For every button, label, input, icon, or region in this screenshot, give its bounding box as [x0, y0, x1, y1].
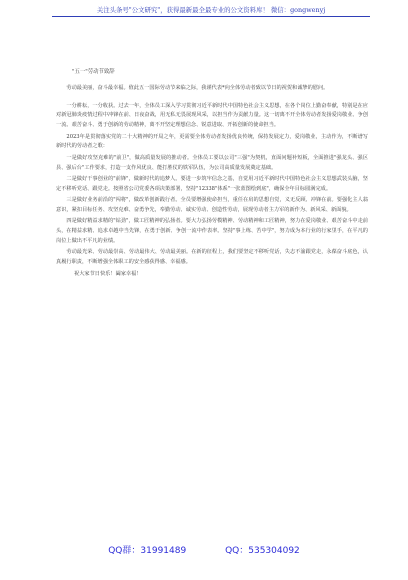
body-paragraph: 2023年是贯彻落实党的二十大精神的开局之年，更需要全体劳动者发扬优良传统，保持发展定力，爱岗敬业，主动作为，不断谱写新时代的劳动者之歌：: [56, 133, 368, 150]
body-paragraph: 一是做好攻坚克难的"前卫"，做高质量发展的推动者。全体员工要以公司"三强"为契机，直面问题补短板，全面推进"强龙头、强区县、强后台"工作要求，打造一支作风优良、能打胜仗的铁军队伍，为公司高质量发展奠定基础。: [56, 154, 368, 171]
footer-contact: [0, 543, 408, 556]
qq-number: QQ：535304092: [225, 546, 300, 556]
qq-group: QQ群：31991489: [108, 546, 187, 556]
header-banner: [52, 6, 370, 34]
closing-line: 祝大家节日快乐！阖家幸福！: [74, 270, 142, 277]
body-paragraph: 一分耕耘，一分收获。过去一年，全体员工深入学习贯彻习近平新时代中国特色社会主义思想，在各个岗位上勤奋奉献，特别是在应对新冠肺炎疫情过程中冲锋在前、日夜奋战，用无私无畏展现风采，以担当作为贡献力量。这一切离不开全体劳动者发扬爱岗敬业、争创一流、艰苦奋斗、勇于创新的劳动精神，离不开坚定理想信念、锐意进取、开拓创新的使命担当。: [56, 102, 368, 129]
document-body: [56, 68, 368, 281]
body-paragraph: 劳动最光荣、劳动最崇高、劳动最伟大、劳动最美丽。在新的征程上，我们要坚定不移听党话，失志不渝跟党走，永葆奋斗底色，认真履行职责，不断增强全体职工的安全感获得感、幸福感。: [56, 249, 368, 266]
body-paragraph: 三是做好业务前沿的"闯将"，做改革创新践行者。全员要增强使命担当，重任在肩的思想自觉，义无反顾、冲锋在前。要强化主人翁意识，紧扣目标任务、攻坚克难、奋勇争先，奉勤劳动、诚实劳动、创造性劳动，展现劳动者主力军的新作为、新风采、新面貌。: [56, 197, 368, 213]
body-paragraph: 四是做好精益求精的"钻劲"，做工匠精神的弘扬者。要大力弘扬劳模精神、劳动精神和工匠精神，努力在爱岗敬业、艰苦奋斗中走前头，在精益求精、追求卓越中当先锋，在勇于创新、争创一流中作表率。坚持"事上练、苦中学"，努力成为本行业的行家里手，在平凡的岗位上做出不平凡的业绩。: [56, 218, 368, 244]
document-title: "五一"劳动节致辞: [72, 69, 115, 75]
greeting-paragraph: 劳动最美丽，奋斗最幸福。值此五一国际劳动节来临之际，我谨代表*向全体劳动者致以节日的祝贺和诚挚的慰问。: [66, 84, 329, 91]
body-paragraph: 二是做好干事创业的"前锋"，做新时代的追梦人。要进一步筑牢信念之基，自觉用习近平新时代中国特色社会主义思想武装头脑，坚定不移听党话、跟党走。按照省公司党委各项决策部署，坚持"12338"体系"一张蓝图绘到底"，确保全年目标圆满完成。: [56, 175, 368, 192]
banner-divider: [52, 16, 370, 17]
banner-text: 关注头条号"公文研究"，获得最新最全最专业的公文资料库！ 微信：gongwenyj: [96, 6, 326, 14]
